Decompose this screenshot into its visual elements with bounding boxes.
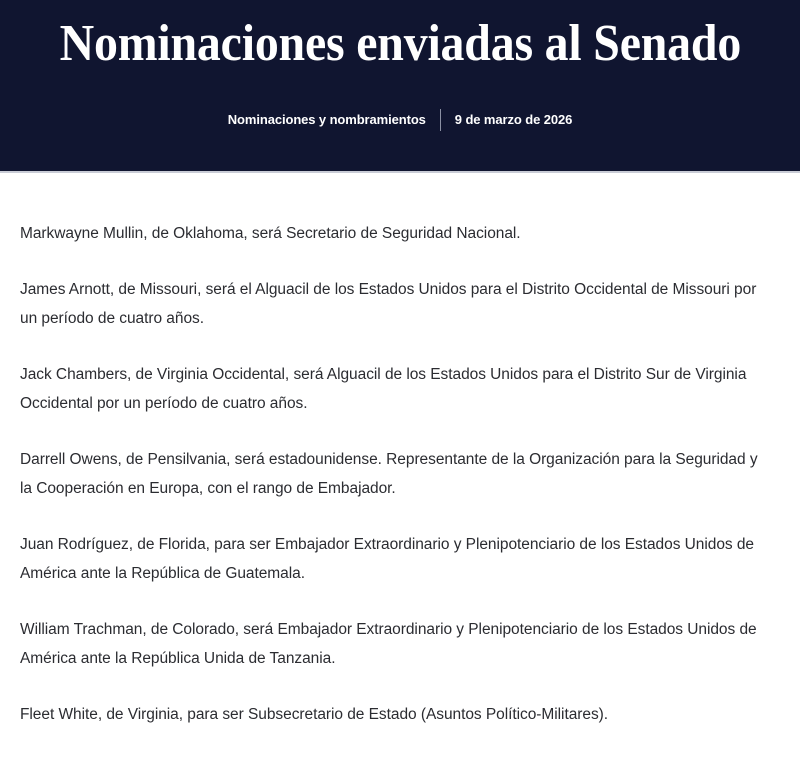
page-masthead xyxy=(0,0,800,173)
article-paragraph: Darrell Owens, de Pensilvania, será estadounidense. Representante de la Organización para la Seguridad y la Cooperación en Europa, con el rango de Embajador. xyxy=(20,451,758,497)
page-title: Nominaciones enviadas al Senado xyxy=(59,15,741,72)
article-body xyxy=(0,173,800,749)
article-paragraph: Fleet White, de Virginia, para ser Subsecretario de Estado (Asuntos Político-Militares). xyxy=(20,706,609,723)
article-category: Nominaciones y nombramientos xyxy=(227,112,426,127)
article-paragraph: Markwayne Mullin, de Oklahoma, será Secretario de Seguridad Nacional. xyxy=(20,225,521,242)
article-paragraph: Jack Chambers, de Virginia Occidental, será Alguacil de los Estados Unidos para el Distrito Sur de Virginia Occidental por un período de cuatro años. xyxy=(20,366,747,412)
article-paragraph: William Trachman, de Colorado, será Embajador Extraordinario y Plenipotenciario de los Estados Unidos de América ante la República Unida de Tanzania. xyxy=(20,621,757,667)
article-paragraph: Juan Rodríguez, de Florida, para ser Embajador Extraordinario y Plenipotenciario de los Estados Unidos de América ante la República de Guatemala. xyxy=(20,536,754,582)
article-meta xyxy=(228,109,572,131)
article-paragraph: James Arnott, de Missouri, será el Alguacil de los Estados Unidos para el Distrito Occidental de Missouri por un período de cuatro años. xyxy=(20,281,757,327)
article-date: 9 de marzo de 2026 xyxy=(454,112,573,127)
meta-divider xyxy=(440,109,441,131)
